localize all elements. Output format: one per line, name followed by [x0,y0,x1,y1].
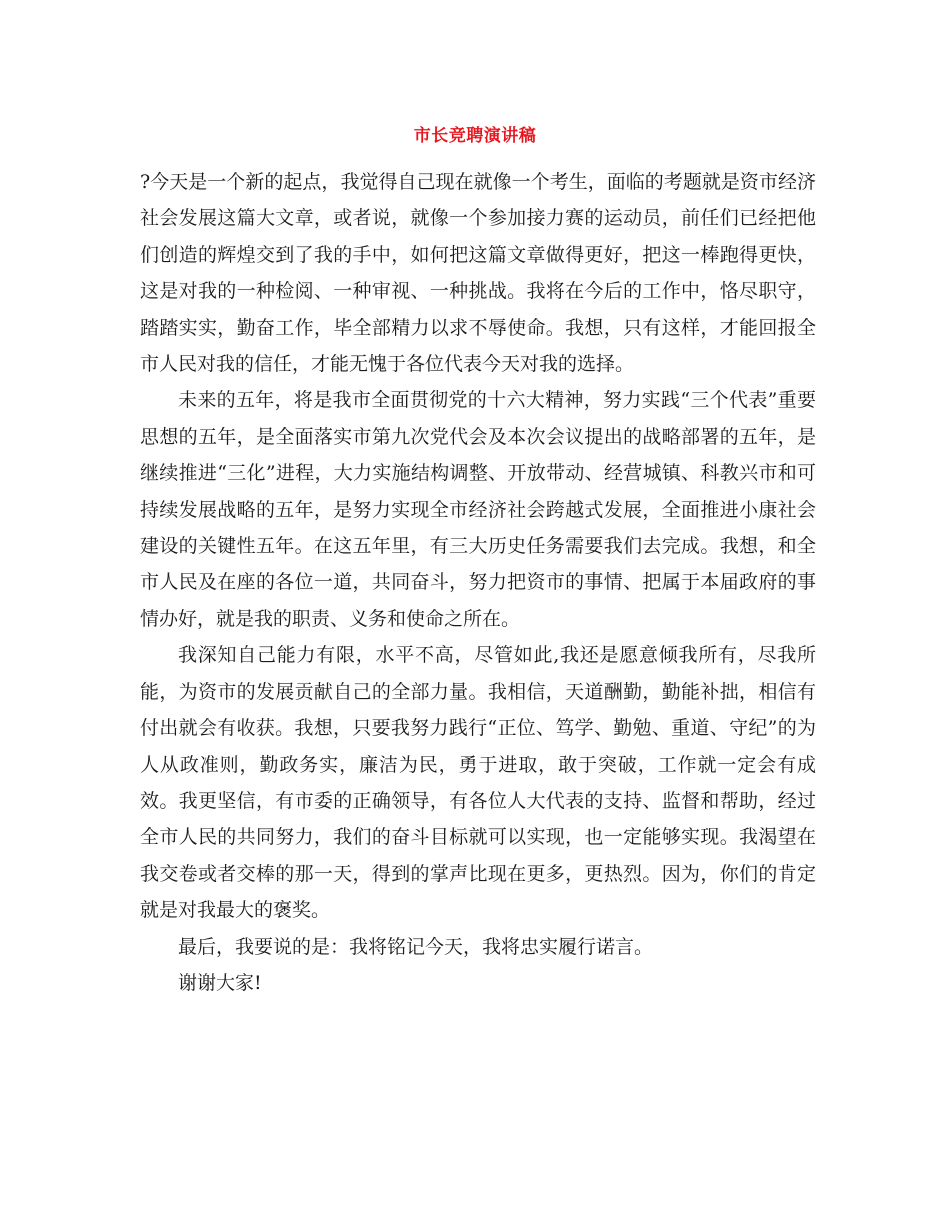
paragraph-closing: 最后，我要说的是：我将铭记今天，我将忠实履行诺言。 [178,935,654,958]
paragraph-opening: ?今天是一个新的起点，我觉得自己现在就像一个考生，面临的考题就是资市经济社会发展这篇大文章，或者说，就像一个参加接力赛的运动员，前任们已经把他们创造的辉煌交到了我的手中，如何把这篇文章做得更好，把这一棒跑得更快，这是对我的一种检阅、一种审视、一种挑战。我将在今后的工作中，恪尽职守，踏踏实实，勤奋工作，毕全部精力以求不辱使命。我想，只有这样，才能回报全市人民对我的信任，才能无愧于各位代表今天对我的选择。 [140,171,816,376]
paragraph-five-years: 未来的五年，将是我市全面贯彻党的十六大精神，努力实践“三个代表”重要思想的五年，是全面落实市第九次党代会及本次会议提出的战略部署的五年，是继续推进“三化”进程，大力实施结构调整、开放带动、经营城镇、科教兴市和可持续发展战略的五年，是努力实现全市经济社会跨越式发展，全面推进小康社会建设的关键性五年。在这五年里，有三大历史任务需要我们去完成。我想，和全市人民及在座的各位一道，共同奋斗，努力把资市的事情、把属于本届政府的事情办好，就是我的职责、义务和使命之所在。 [140,389,816,630]
paragraph-thanks: 谢谢大家! [178,971,262,994]
paragraph-commitment: 我深知自己能力有限，水平不高，尽管如此,我还是愿意倾我所有，尽我所能，为资市的发展贡献自己的全部力量。我相信，天道酬勤，勤能补拙，相信有付出就会有收获。我想，只要我努力践行“正位、笃学、勤勉、重道、守纪”的为人从政准则，勤政务实，廉洁为民，勇于进取，敢于突破，工作就一定会有成效。我更坚信，有市委的正确领导，有各位人大代表的支持、监督和帮助，经过全市人民的共同努力，我们的奋斗目标就可以实现，也一定能够实现。我渴望在我交卷或者交棒的那一天，得到的掌声比现在更多，更热烈。因为，你们的肯定就是对我最大的褒奖。 [140,644,816,922]
document-body [140,164,816,1001]
document-title: 市长竞聘演讲稿 [413,126,537,146]
